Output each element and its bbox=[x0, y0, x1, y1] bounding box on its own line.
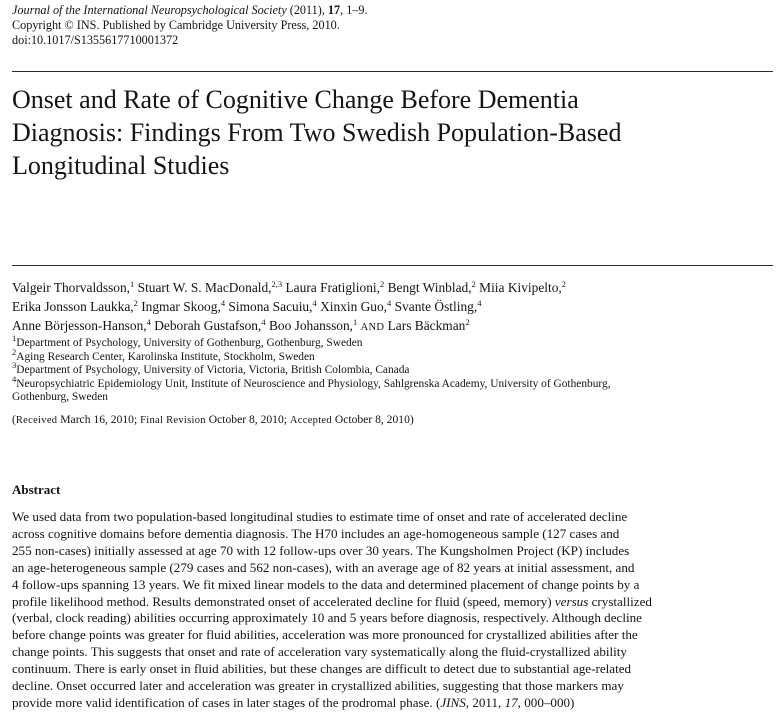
author-affil-marker: 2 bbox=[465, 317, 470, 327]
author-name: Erika Jonsson Laukka, bbox=[12, 299, 134, 314]
journal-citation bbox=[12, 3, 368, 18]
journal-pages: , 1–9. bbox=[340, 3, 368, 17]
journal-header bbox=[12, 3, 368, 49]
abstract-line: 255 non-cases) initially assessed at age 70 with 12 follow-ups over 30 years. The Kungsholmen Project (KP) includes bbox=[12, 542, 630, 558]
final-revision-label: Final Revision bbox=[140, 415, 206, 426]
abstract-body bbox=[12, 509, 774, 712]
accepted-label: Accepted bbox=[289, 415, 332, 426]
affiliation-text: Aging Research Center, Karolinska Institute, Stockholm, Sweden bbox=[16, 350, 315, 363]
author-affil-marker: 1 bbox=[353, 317, 358, 327]
author-name: Ingmar Skoog, bbox=[137, 299, 221, 314]
author-affil-marker: 4 bbox=[261, 317, 266, 327]
top-rule-divider bbox=[12, 71, 773, 72]
affiliation-text: Neuropsychiatric Epidemiology Unit, Institute of Neuroscience and Physiology, Sahlgrenska Academy, University of Gothenburg, bbox=[16, 377, 611, 390]
citation-volume: 17 bbox=[504, 694, 518, 710]
journal-volume: 17 bbox=[327, 3, 341, 17]
copyright-line: Copyright © INS. Published by Cambridge University Press, 2010. bbox=[12, 18, 340, 33]
author-line-3 bbox=[12, 316, 772, 337]
author-affil-marker: 4 bbox=[387, 298, 392, 308]
abstract-line: We used data from two population-based longitudinal studies to estimate time of onset and rate of accelerated decline bbox=[12, 509, 628, 524]
author-name: Boo Johansson, bbox=[265, 318, 354, 333]
abstract-text: profile likelihood method. Results demonstrated onset of accelerated decline for fluid (speed, memory) bbox=[12, 593, 555, 609]
affiliation-list bbox=[12, 333, 772, 405]
author-name: Simona Sacuiu, bbox=[225, 299, 313, 314]
author-name: Laura Fratiglioni, bbox=[282, 280, 380, 295]
author-affil-marker: 2,3 bbox=[271, 279, 283, 289]
abstract-line bbox=[12, 594, 774, 611]
author-affil-marker: 1 bbox=[130, 279, 135, 289]
author-line-1 bbox=[12, 278, 772, 297]
submission-dates: (Received March 16, 2010; Final Revision October 8, 2010; Accepted October 8, 2010) bbox=[12, 413, 414, 426]
abstract-heading: Abstract bbox=[12, 482, 61, 497]
affiliation-item bbox=[12, 373, 772, 392]
affiliation-text: Department of Psychology, University of Victoria, Victoria, British Colombia, Canada bbox=[16, 364, 410, 377]
abstract-line: continuum. There is early onset in fluid abilities, but these changes are difficult to detect due to substantial age-related bbox=[12, 661, 632, 677]
author-name: Bengt Winblad, bbox=[384, 280, 472, 295]
journal-abbrev: JINS bbox=[440, 694, 466, 710]
accepted-date: October 8, 2010) bbox=[331, 413, 414, 426]
author-affil-marker: 2 bbox=[471, 279, 476, 289]
author-name: Anne Börjesson-Hanson, bbox=[12, 318, 147, 333]
final-revision-date: October 8, 2010; bbox=[205, 413, 290, 426]
abstract-text: provide more valid identification of cases in later stages of the prodromal phase. ( bbox=[12, 694, 441, 710]
affiliation-marker: 2 bbox=[12, 346, 17, 357]
affiliation-item bbox=[12, 333, 772, 351]
affiliation-marker: 1 bbox=[12, 333, 17, 343]
abstract-text: , 2011, bbox=[465, 694, 505, 710]
and-conjunction: AND bbox=[360, 322, 385, 333]
abstract-line bbox=[12, 695, 774, 712]
affiliation-marker: 3 bbox=[12, 360, 17, 371]
author-line-2 bbox=[12, 297, 772, 316]
title-rule-divider bbox=[12, 265, 773, 266]
affiliation-item bbox=[12, 360, 772, 378]
affiliation-marker: 4 bbox=[12, 373, 17, 384]
author-affil-marker: 4 bbox=[220, 298, 226, 308]
author-affil-marker: 4 bbox=[146, 317, 151, 327]
author-name: Svante Östling, bbox=[391, 299, 478, 314]
received-label: Received bbox=[15, 415, 58, 426]
abstract-line: (verbal, clock reading) abilities occurring approximately 10 and 5 years before diagnosis, respectively. Although decline bbox=[12, 610, 642, 626]
abstract-line: 4 follow-ups spanning 13 years. We fit mixed linear models to the data and determined placement of change points by a bbox=[12, 576, 640, 592]
author-list bbox=[12, 278, 772, 337]
author-name: Deborah Gustafson, bbox=[150, 318, 262, 333]
author-affil-marker: 2 bbox=[133, 298, 138, 308]
author-affil-marker: 4 bbox=[477, 298, 482, 308]
abstract-line: before change points was greater for fluid abilities, acceleration was more pronounced for crystallized abilities after the bbox=[12, 627, 638, 643]
author-name: Miia Kivipelto, bbox=[475, 280, 562, 295]
abstract-line: decline. Onset occurred later and acceleration was greater in crystallized abilities, suggesting that those markers may bbox=[12, 678, 624, 694]
affiliation-item bbox=[12, 346, 772, 365]
abstract-text: crystallized bbox=[588, 593, 652, 609]
author-name: Lars Bäckman bbox=[384, 318, 466, 333]
journal-year: (2011), bbox=[286, 3, 328, 17]
author-affil-marker: 4 bbox=[312, 298, 317, 308]
journal-name: Journal of the International Neuropsychological Society bbox=[12, 3, 287, 17]
abstract-emphasis: versus bbox=[554, 593, 589, 609]
affiliation-item bbox=[12, 391, 772, 405]
article-title: Onset and Rate of Cognitive Change Before Dementia Diagnosis: Findings From Two Swedish Population-Based Longitudinal Studies bbox=[12, 85, 622, 180]
affiliation-text: Department of Psychology, University of Gothenburg, Gothenburg, Sweden bbox=[16, 337, 363, 349]
abstract-line: across cognitive domains before dementia diagnosis. The H70 includes an age-homogeneous sample (127 cases and bbox=[12, 525, 620, 541]
affiliation-text: Gothenburg, Sweden bbox=[12, 391, 108, 404]
abstract-text: , 000–000) bbox=[517, 694, 575, 710]
author-affil-marker: 2 bbox=[379, 279, 385, 289]
author-name: Xinxin Guo, bbox=[316, 299, 388, 314]
received-date: March 16, 2010; bbox=[57, 413, 141, 426]
author-name: Stuart W. S. MacDonald, bbox=[134, 280, 272, 295]
author-affil-marker: 2 bbox=[561, 279, 566, 289]
doi-line: doi:10.1017/S1355617710001372 bbox=[12, 33, 179, 48]
abstract-line: an age-heterogeneous sample (279 cases and 562 non-cases), with an average age of 82 years at initial assessment, and bbox=[12, 559, 635, 575]
author-name: Valgeir Thorvaldsson, bbox=[12, 280, 131, 295]
abstract-line: change points. This suggests that onset and rate of acceleration vary systematically along the fluid-crystallized ability bbox=[12, 644, 627, 660]
